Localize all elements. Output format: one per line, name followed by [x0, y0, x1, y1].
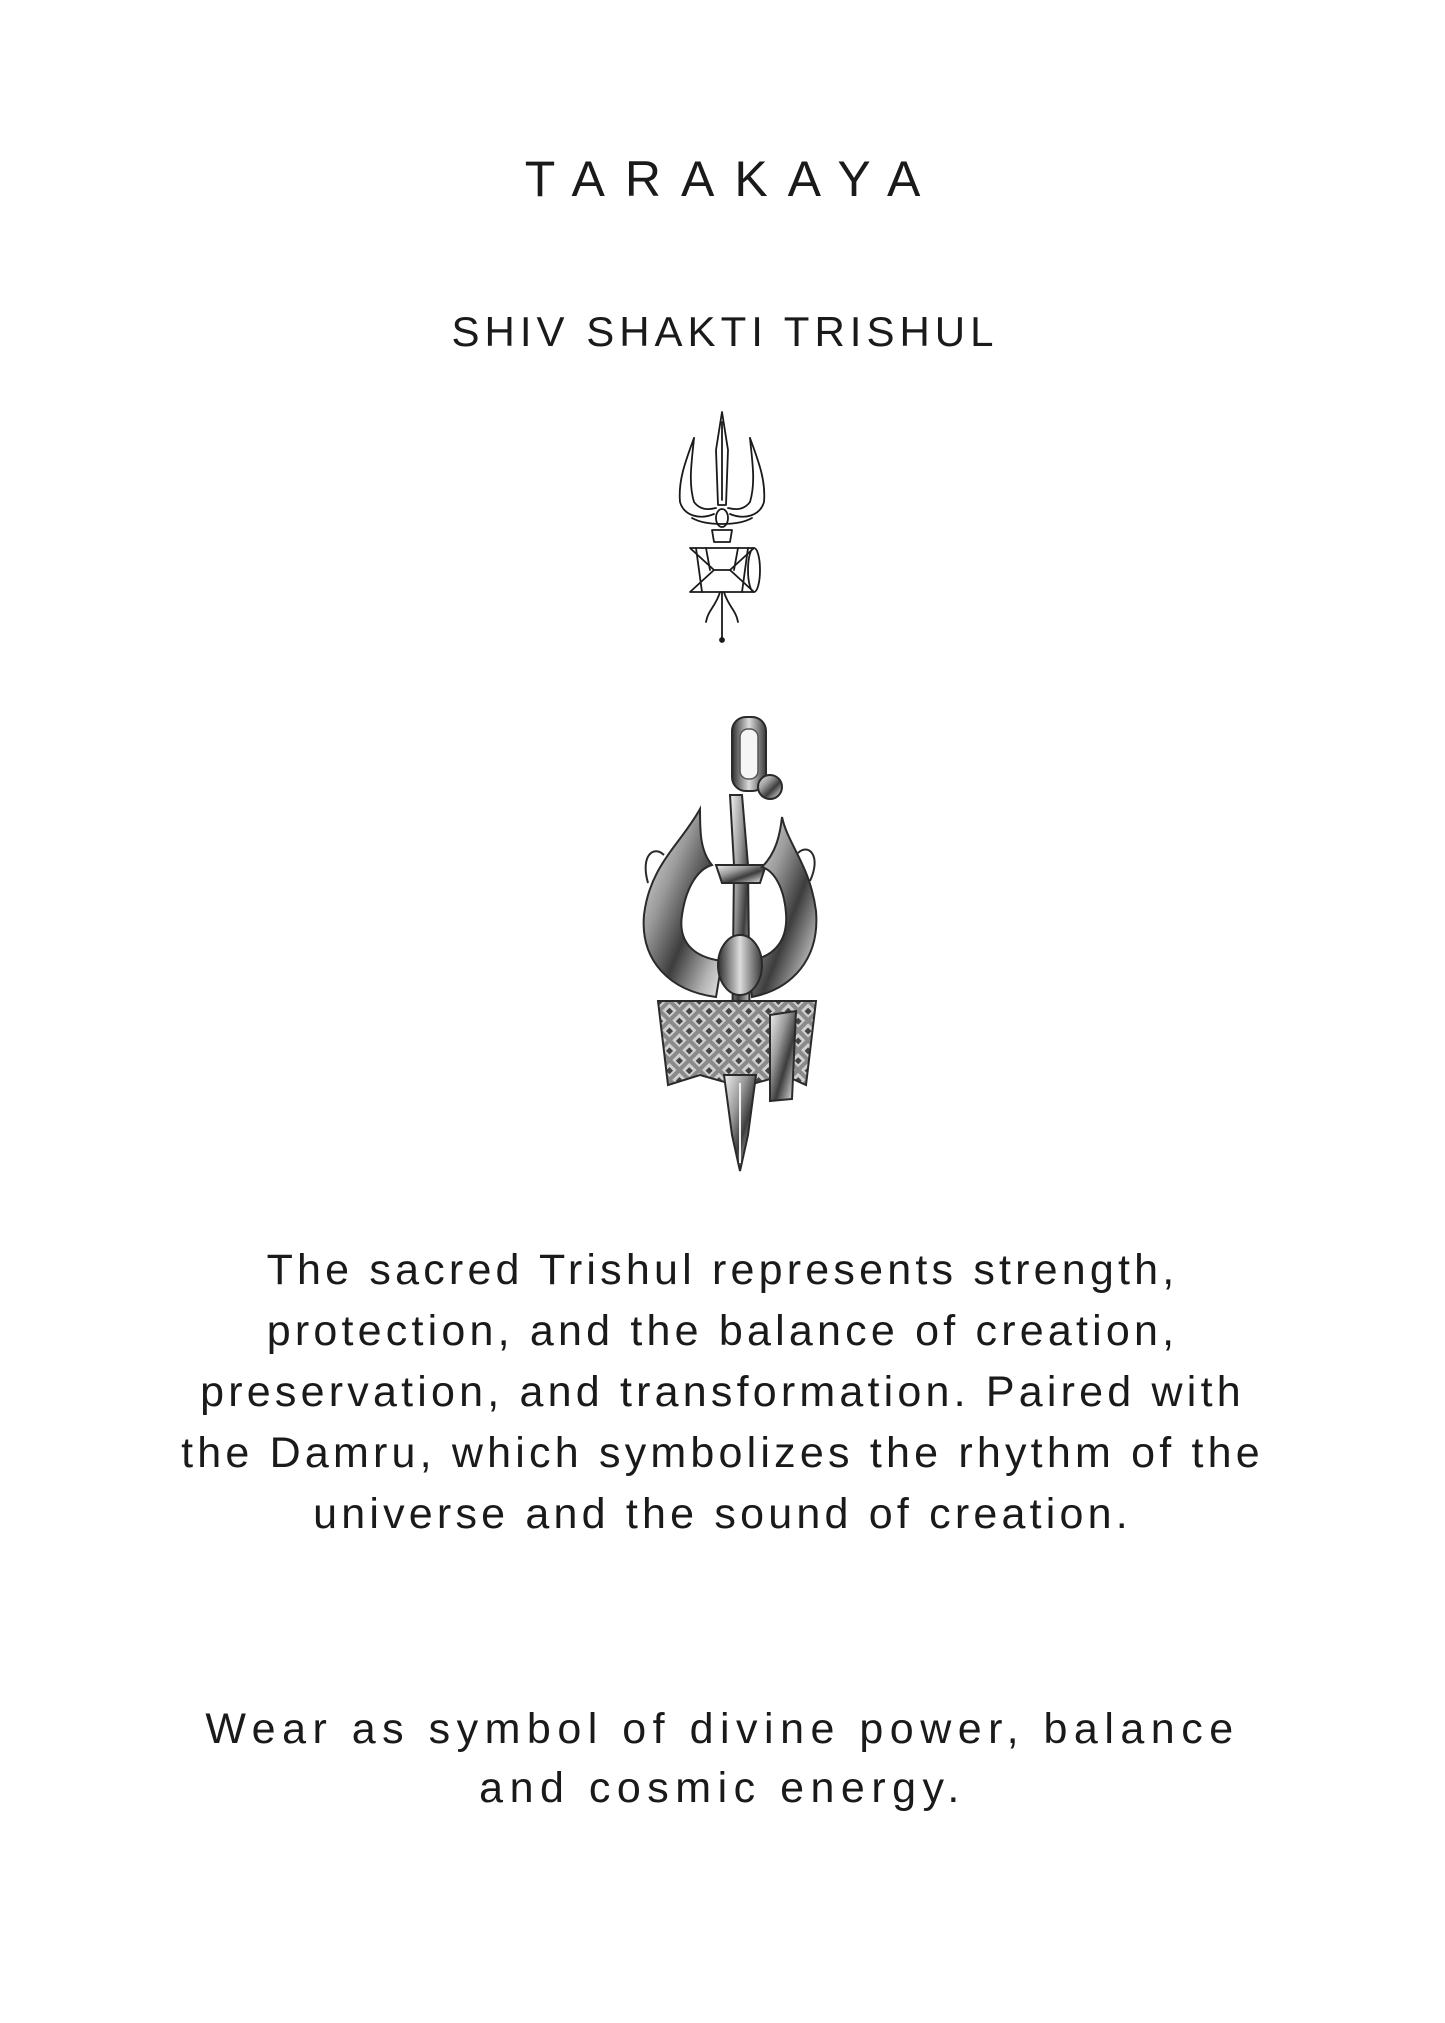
product-description [110, 1240, 1335, 1545]
description-line: The sacred Trishul represents strength, [266, 1246, 1179, 1294]
brand-name: TARAKAYA [524, 151, 941, 207]
closing-line: and cosmic energy. [479, 1764, 966, 1812]
description-line: the Damru, which symbolizes the rhythm of the [181, 1429, 1264, 1477]
description-line: protection, and the balance of creation, [266, 1307, 1179, 1355]
silver-trishul-pendant-image [620, 715, 845, 1175]
product-title: SHIV SHAKTI TRISHUL [451, 308, 999, 355]
trishul-damru-sketch-icon [672, 410, 772, 645]
closing-statement [110, 1700, 1335, 1818]
description-line: universe and the sound of creation. [313, 1490, 1132, 1538]
description-line: preservation, and transformation. Paired with [200, 1368, 1245, 1416]
closing-line: Wear as symbol of divine power, balance [205, 1705, 1240, 1753]
